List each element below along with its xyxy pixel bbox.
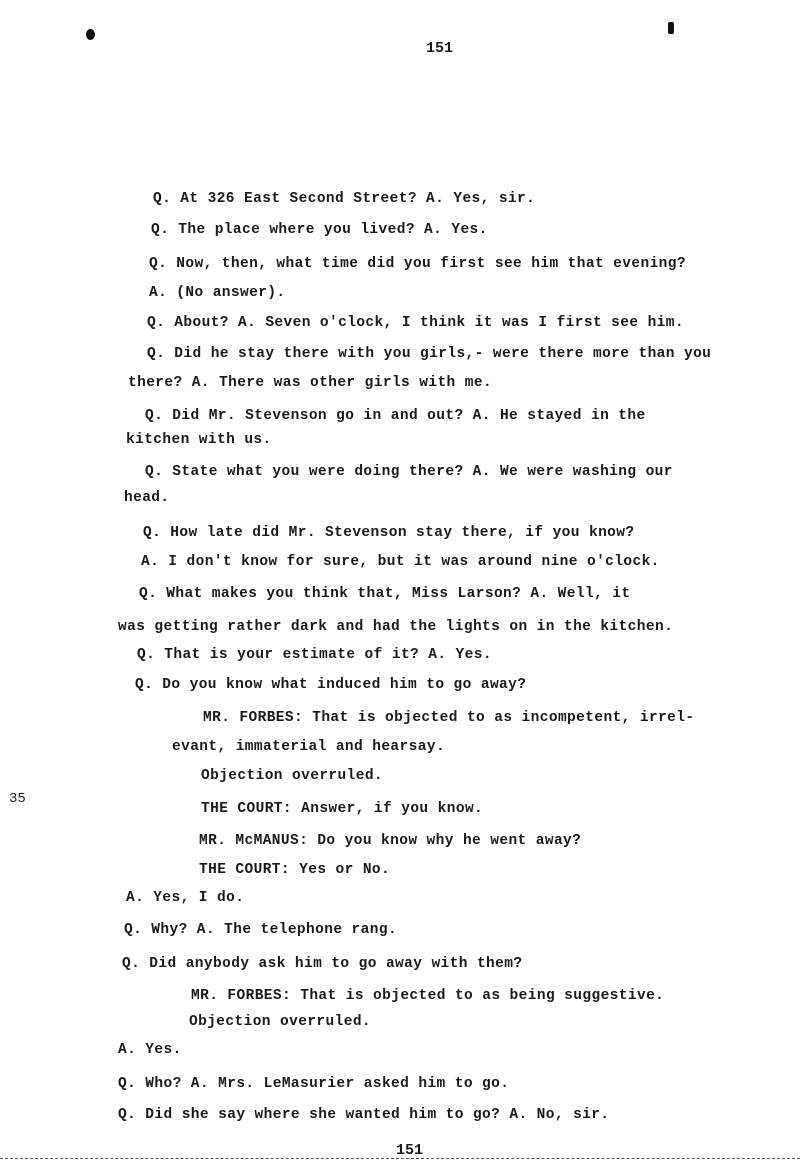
transcript-line: Q. The place where you lived? A. Yes. [151, 222, 488, 238]
transcript-line: evant, immaterial and hearsay. [172, 739, 446, 755]
transcript-line: A. I don't know for sure, but it was around nine o'clock. [141, 554, 660, 570]
transcript-line: kitchen with us. [126, 432, 272, 448]
transcript-line: MR. McMANUS: Do you know why he went away? [199, 833, 582, 849]
transcript-line: Q. Did he stay there with you girls,- were there more than you [147, 346, 712, 362]
margin-line-number: 35 [9, 791, 26, 807]
transcript-line: A. Yes. [118, 1042, 182, 1058]
transcript-line: Q. Now, then, what time did you first see him that evening? [149, 256, 686, 272]
transcript-line: Q. At 326 East Second Street? A. Yes, sir. [153, 191, 536, 207]
transcript-line: A. Yes, I do. [126, 890, 245, 906]
page-number-bottom: 151 [396, 1142, 424, 1159]
transcript-line: Q. Who? A. Mrs. LeMasurier asked him to go. [118, 1076, 510, 1092]
bottom-rule [0, 1158, 800, 1159]
ink-blot-mark [86, 29, 95, 40]
transcript-line: Q. Did Mr. Stevenson go in and out? A. He stayed in the [145, 408, 646, 424]
transcript-line: Q. About? A. Seven o'clock, I think it was I first see him. [147, 315, 684, 331]
transcript-line: THE COURT: Yes or No. [199, 862, 391, 878]
transcript-line: Q. Did anybody ask him to go away with them? [122, 956, 523, 972]
transcript-line: Q. Do you know what induced him to go away? [135, 677, 527, 693]
transcript-line: Q. How late did Mr. Stevenson stay there, if you know? [143, 525, 635, 541]
transcript-line: Objection overruled. [201, 768, 384, 784]
transcript-line: head. [124, 490, 170, 506]
transcript-line: MR. FORBES: That is objected to as being suggestive. [191, 988, 665, 1004]
transcript-line: was getting rather dark and had the lights on in the kitchen. [118, 619, 674, 635]
transcript-line: Q. Why? A. The telephone rang. [124, 922, 398, 938]
ink-blot-mark [668, 22, 674, 34]
transcript-line: THE COURT: Answer, if you know. [201, 801, 484, 817]
transcript-line: Q. What makes you think that, Miss Larson? A. Well, it [139, 586, 631, 602]
transcript-line: Q. State what you were doing there? A. We were washing our [145, 464, 673, 480]
transcript-line: Q. That is your estimate of it? A. Yes. [137, 647, 492, 663]
transcript-line: there? A. There was other girls with me. [128, 375, 493, 391]
page-number-top: 151 [426, 40, 454, 57]
transcript-line: Objection overruled. [189, 1014, 372, 1030]
transcript-line: Q. Did she say where she wanted him to go? A. No, sir. [118, 1107, 610, 1123]
transcript-line: MR. FORBES: That is objected to as incompetent, irrel- [203, 710, 695, 726]
transcript-line: A. (No answer). [149, 285, 286, 301]
